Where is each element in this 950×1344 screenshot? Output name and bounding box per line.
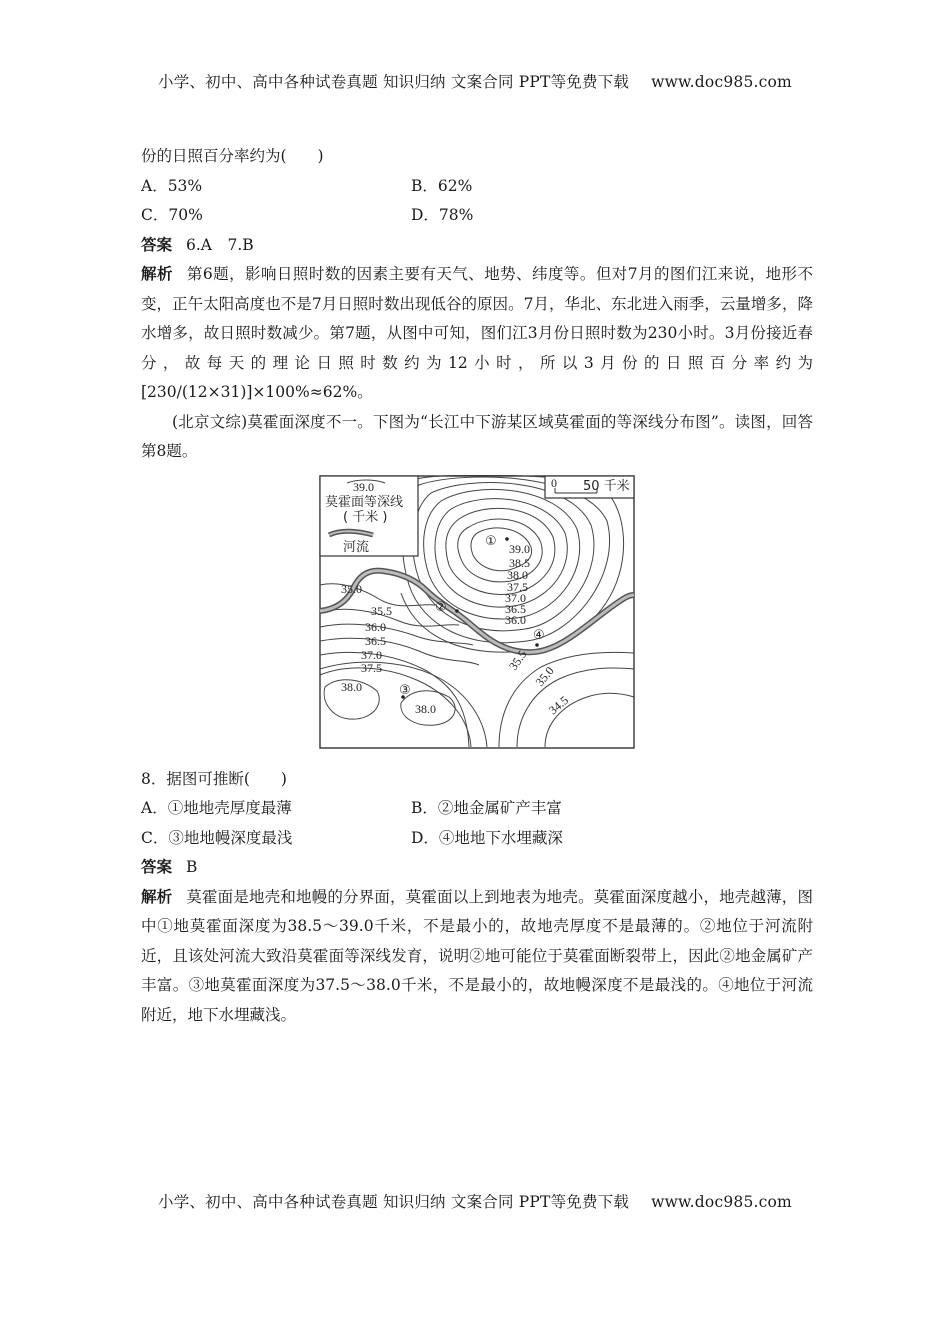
contour-label: 37.0: [505, 590, 526, 605]
point-4-dot: [535, 643, 539, 647]
analysis-text: 第6题，影响日照时数的因素主要有天气、地势、纬度等。但对7月的图们江来说，地形不变，正午太阳高度也不是7月日照时数出现低谷的原因。7月，华北、东北进入雨季，云量增多，降水增多，故日照时数减少。第7题，从图中可知，图们江3月份日照时数为230小时。3月份接近春分，故每天的理论日照时数约为12小时，所以3月份的日照百分率约为[230/(12×31)]×100%≈62%。: [141, 265, 813, 401]
contour-label: 39.0: [509, 541, 530, 556]
legend-river-label: 河流: [343, 539, 370, 555]
answer-label: 答案: [141, 235, 173, 254]
scale-value: 50 千米: [583, 478, 630, 494]
header-text: 小学、初中、高中各种试卷真题 知识归纳 文案合同 PPT等免费下载: [158, 73, 630, 91]
q8-option-b: B．②地金属矿产丰富: [411, 799, 562, 817]
analysis-8: [141, 883, 813, 1031]
contour-label: 35.5: [505, 646, 530, 673]
contour-label: 36.0: [365, 619, 386, 634]
contour-label: 35.0: [532, 663, 557, 689]
contour-label: 38.0: [507, 567, 528, 582]
q8-stem: 8．据图可推断( ): [141, 769, 287, 788]
answer-6-7: [141, 231, 813, 261]
contour-label: 36.0: [505, 612, 526, 627]
footer-site[interactable]: www.doc985.com: [651, 1193, 792, 1211]
legend-value: 39.0: [353, 479, 374, 494]
q7-options-row-2: [141, 201, 813, 231]
analysis-label: 解析: [141, 265, 173, 283]
page-footer: [0, 1190, 950, 1212]
contour-label: 37.5: [507, 579, 528, 594]
answer-label: 答案: [141, 858, 173, 876]
q8-option-a: A．①地地壳厚度最薄: [141, 799, 292, 817]
point-1-dot: [505, 537, 509, 541]
contour-label: 37.0: [361, 647, 382, 662]
page-header: [0, 70, 950, 92]
q7-option-d: D．78%: [411, 206, 474, 224]
contour-label: 36.5: [365, 633, 386, 648]
question-8-intro: (北京文综)莫霍面深度不一。下图为“长江中下游某区域莫霍面的等深线分布图”。读图，回答第8题。: [141, 412, 813, 460]
contour-label: 35.5: [371, 603, 392, 618]
q8-option-d: D．④地地下水埋藏深: [411, 828, 563, 847]
header-site[interactable]: www.doc985.com: [651, 73, 792, 91]
document-body: [141, 142, 813, 1030]
answer-text: 6.A 7.B: [186, 235, 254, 254]
q7-options-row-1: [141, 172, 813, 202]
moho-contour-map: [319, 475, 635, 749]
analysis-label: 解析: [141, 887, 173, 906]
q8-options-row-1: [141, 794, 813, 824]
q7-stem-tail: 份的日照百分率约为( ): [141, 147, 324, 165]
point-2-label: ②: [435, 599, 447, 615]
contour-label: 36.5: [505, 601, 526, 616]
analysis-text: 莫霍面是地壳和地幔的分界面，莫霍面以上到地表为地壳。莫霍面深度越小，地壳越薄，图中①地莫霍面深度为38.5～39.0千米，不是最小的，故地壳厚度不是最薄的。②地位于河流附近，且该处河流大致沿莫霍面等深线发育，说明②地可能位于莫霍面断裂带上，因此②地金属矿产丰富。③地莫霍面深度为37.5～38.0千米，不是最小的，故地幔深度不是最浅的。④地位于河流附近，地下水埋藏浅。: [141, 887, 813, 1024]
point-2-dot: [455, 609, 459, 613]
contour-label: 37.5: [361, 660, 382, 675]
legend-title: 莫霍面等深线: [325, 494, 404, 510]
legend-unit: ( 千米 ): [343, 509, 388, 525]
contour-label: 38.5: [509, 555, 530, 570]
analysis-6-7: [141, 260, 813, 408]
point-1-label: ①: [485, 533, 497, 549]
scale-zero: 0: [551, 475, 557, 490]
contour-label: 34.5: [545, 692, 572, 717]
q7-option-b: B．62%: [411, 176, 473, 195]
point-3-label: ③: [399, 682, 411, 698]
contour-label: 35.0: [341, 581, 362, 596]
footer-text: 小学、初中、高中各种试卷真题 知识归纳 文案合同 PPT等免费下载: [158, 1193, 630, 1211]
contour-label: 38.0: [341, 679, 362, 694]
answer-text: B: [186, 858, 198, 876]
q7-option-c: C．70%: [141, 206, 203, 224]
q8-option-c: C．③地地幔深度最浅: [141, 828, 293, 847]
figure-container: [141, 475, 813, 757]
contour-label: 38.0: [415, 701, 436, 716]
q8-options-row-2: [141, 824, 813, 854]
answer-8: [141, 853, 813, 883]
point-4-label: ④: [533, 627, 545, 643]
q7-option-a: A．53%: [141, 176, 203, 195]
